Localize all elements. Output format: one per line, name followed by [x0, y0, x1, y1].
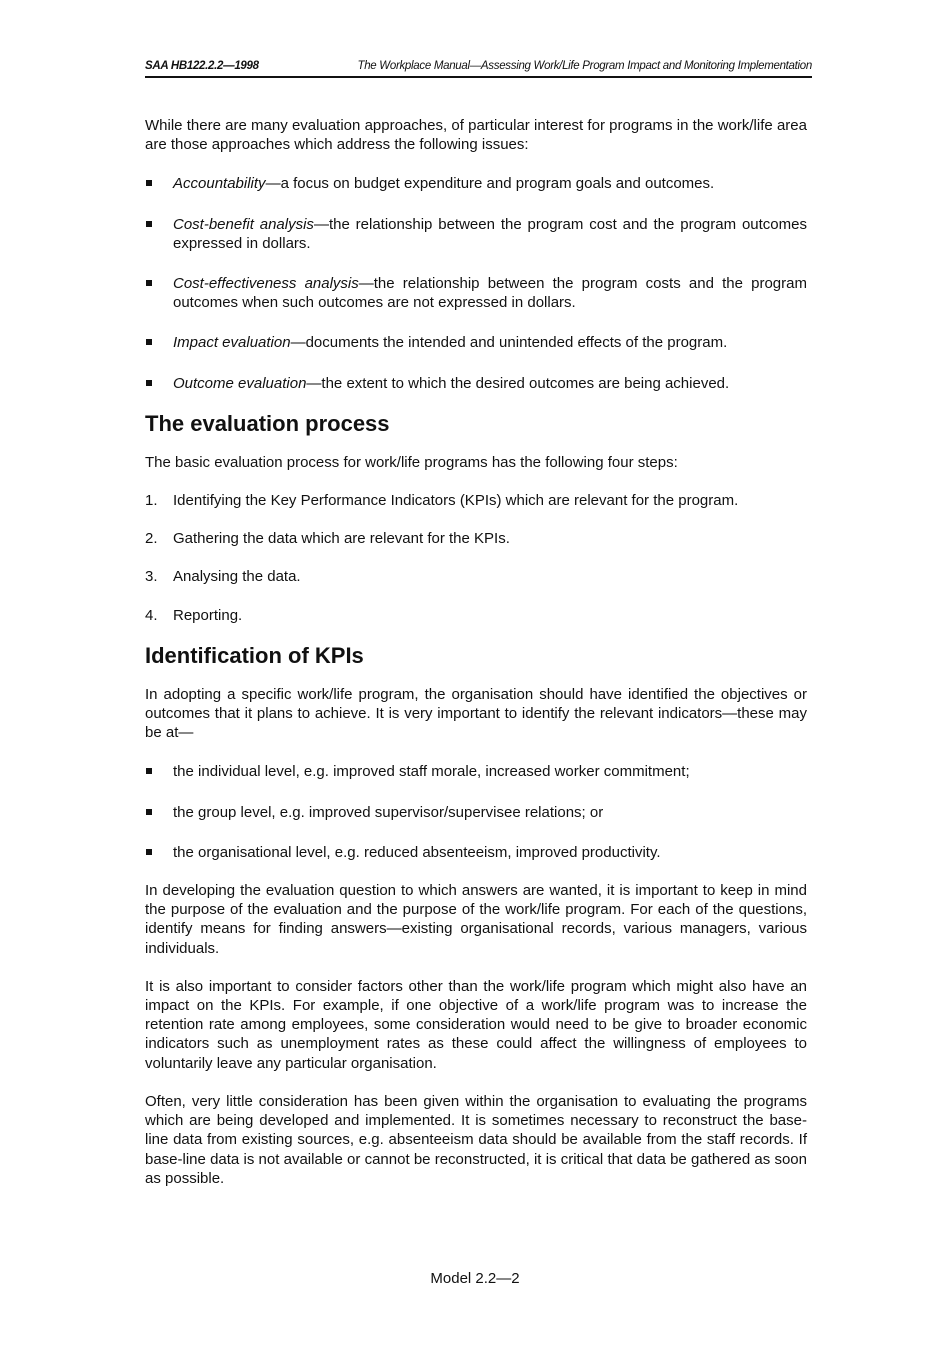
step-number: 1. [145, 492, 158, 510]
bullet-icon [146, 809, 152, 815]
list-item [145, 333, 807, 352]
section-heading-evaluation-process: The evaluation process [145, 410, 390, 436]
kpi-paragraph-3: Often, very little consideration has been given within the organisation to evaluating the programs which are being developed and implemented. It is sometimes necessary to reconstruct the base-line data from existing sources, e.g. absenteeism data should be available from the staff records. If base-line data is not available or cannot be reconstructed, it is critical that data be gathered as soon as possible. [145, 1092, 807, 1187]
approach-term: Outcome evaluation [173, 374, 307, 392]
list-item [145, 843, 807, 862]
list-item [145, 567, 807, 586]
intro-paragraph: While there are many evaluation approaches, of particular interest for programs in the work/life area are those approaches which address the following issues: [145, 117, 807, 154]
bullet-icon [146, 221, 152, 227]
list-item [145, 529, 807, 548]
step-text: Reporting. [173, 606, 243, 624]
kpi-paragraph-1: In developing the evaluation question to which answers are wanted, it is important to keep in mind the purpose of the evaluation and the purpose of the work/life program. For each of the questions, identify means for finding answers—existing organisational records, various managers, various individuals. [145, 882, 807, 957]
level-text: the organisational level, e.g. reduced absenteeism, improved productivity. [173, 843, 661, 861]
approach-text: —the extent to which the desired outcomes are being achieved. [306, 374, 730, 392]
list-item [145, 174, 807, 193]
approach-text: —a focus on budget expenditure and program goals and outcomes. [265, 175, 715, 193]
bullet-icon [146, 180, 152, 186]
bullet-icon [146, 380, 152, 386]
bullet-icon [146, 849, 152, 855]
list-item [145, 215, 807, 253]
bullet-icon [146, 768, 152, 774]
approach-term: Cost-effectiveness analysis [173, 275, 359, 293]
document-code: SAA HB122.2.2—1998 [145, 60, 259, 72]
step-text: Analysing the data. [173, 568, 301, 586]
section-heading-identification-kpis: Identification of KPIs [145, 642, 364, 668]
evaluation-intro: The basic evaluation process for work/life programs has the following four steps: [145, 453, 678, 471]
approaches-list [145, 174, 807, 392]
list-item [145, 762, 807, 781]
list-item [145, 274, 807, 312]
approach-term: Cost-benefit analysis [173, 215, 314, 233]
approach-text: —documents the intended and unintended effects of the program. [290, 334, 728, 352]
bullet-icon [146, 280, 152, 286]
step-text: Gathering the data which are relevant for the KPIs. [173, 530, 510, 548]
list-item [145, 803, 807, 822]
bullet-icon [146, 339, 152, 345]
level-text: the individual level, e.g. improved staff morale, increased worker commitment; [173, 763, 690, 781]
page-number: Model 2.2—2 [430, 1270, 520, 1287]
step-number: 3. [145, 568, 158, 586]
running-header [145, 58, 812, 78]
step-number: 4. [145, 606, 158, 624]
approach-term: Accountability [173, 175, 266, 193]
approach-term: Impact evaluation [173, 334, 291, 352]
list-item [145, 606, 807, 625]
list-item [145, 374, 807, 393]
levels-list [145, 762, 807, 862]
steps-list [145, 491, 807, 625]
document-title: The Workplace Manual—Assessing Work/Life Program Impact and Monitoring Implementation [357, 60, 812, 72]
level-text: the group level, e.g. improved supervisor/supervisee relations; or [173, 803, 604, 821]
kpi-intro: In adopting a specific work/life program, the organisation should have identified the objectives or outcomes that it plans to achieve. It is very important to identify the relevant indicators—these may be at— [145, 685, 807, 742]
kpi-paragraph-2: It is also important to consider factors other than the work/life program which might also have an impact on the KPIs. For example, if one objective of a work/life program was to increase the retention rate among employees, some consideration would need to be give to broader economic indicators such as unemployment rates as these could affect the willingness of employees to voluntarily leave any particular organisation. [145, 977, 807, 1072]
step-text: Identifying the Key Performance Indicators (KPIs) which are relevant for the program. [173, 492, 739, 510]
page-content [145, 116, 807, 1188]
list-item [145, 491, 807, 510]
approach-text: —the relationship between the program cost and the program outcomes expressed in dollars. [173, 215, 807, 252]
approach-text: —the relationship between the program costs and the program outcomes when such outcomes are not expressed in dollars. [173, 275, 807, 312]
step-number: 2. [145, 530, 158, 548]
